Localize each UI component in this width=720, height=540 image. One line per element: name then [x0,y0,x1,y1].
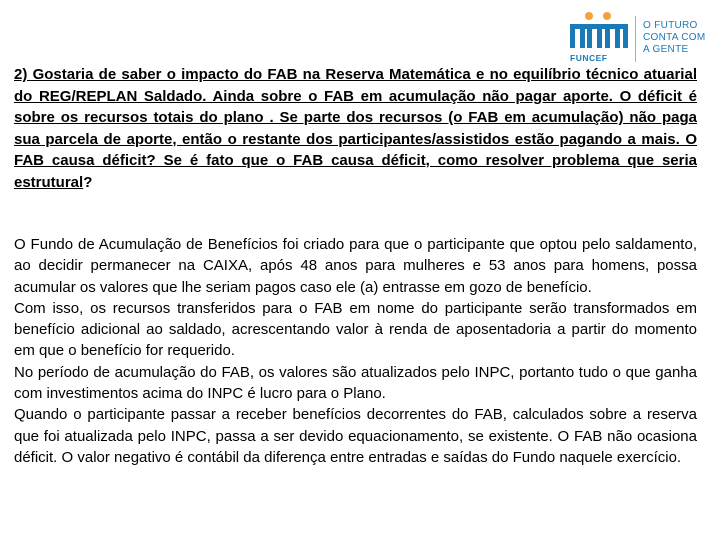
answer-paragraph: Com isso, os recursos transferidos para o FAB em nome do participante serão transformados em benefício adicional ao saldado, acrescentando valor à renda de aposentadoria a partir do momento em que o benefício for requerido. [14,299,697,360]
logo-name: FUNCEF [570,53,608,63]
funcef-logo-icon [566,8,632,52]
answer-block [14,234,697,468]
answer-paragraph: O Fundo de Acumulação de Benefícios foi criado para que o participante que optou pelo saldamento, ao decidir permanecer na CAIXA, após 48 anos para mulheres e 53 anos para homens, possa acumular os valores que lhe seriam pagos caso ele (a) entrasse em gozo de benefício. [14,236,697,296]
question-end: ? [83,173,93,191]
question-text [14,64,697,193]
answer-paragraph: Quando o participante passar a receber benefícios decorrentes do FAB, calculados sobre a reserva que foi atualizada pelo INPC, passa a ser devido equacionamento, se existente. O FAB não ocasiona déficit. O valor negativo é contábil da diferença entre entradas e saídas do Fundo naquele exercício. [14,406,697,466]
question-underlined-text: 2) Gostaria de saber o impacto do FAB na Reserva Matemática e no equilíbrio técnico atuarial do REG/REPLAN Saldado. Ainda sobre o FAB em acumulação não pagar aporte. O déficit é sobre os recursos totais do plano . Se parte dos recursos (o FAB em acumulação) não paga sua parcela de aporte, então o restante dos participantes/assistidos estão pagando a mais. O FAB causa déficit? Se é fato que o FAB causa déficit, como resolver problema que seria estrutural [14,66,697,191]
logo-separator [635,16,636,62]
funcef-logo [566,8,716,64]
answer-paragraph: No período de acumulação do FAB, os valores são atualizados pelo INPC, portanto tudo o que ganha com investimentos acima do INPC é lucro para o Plano. [14,363,697,403]
logo-tagline: O FUTURO CONTA COM A GENTE [643,20,706,55]
